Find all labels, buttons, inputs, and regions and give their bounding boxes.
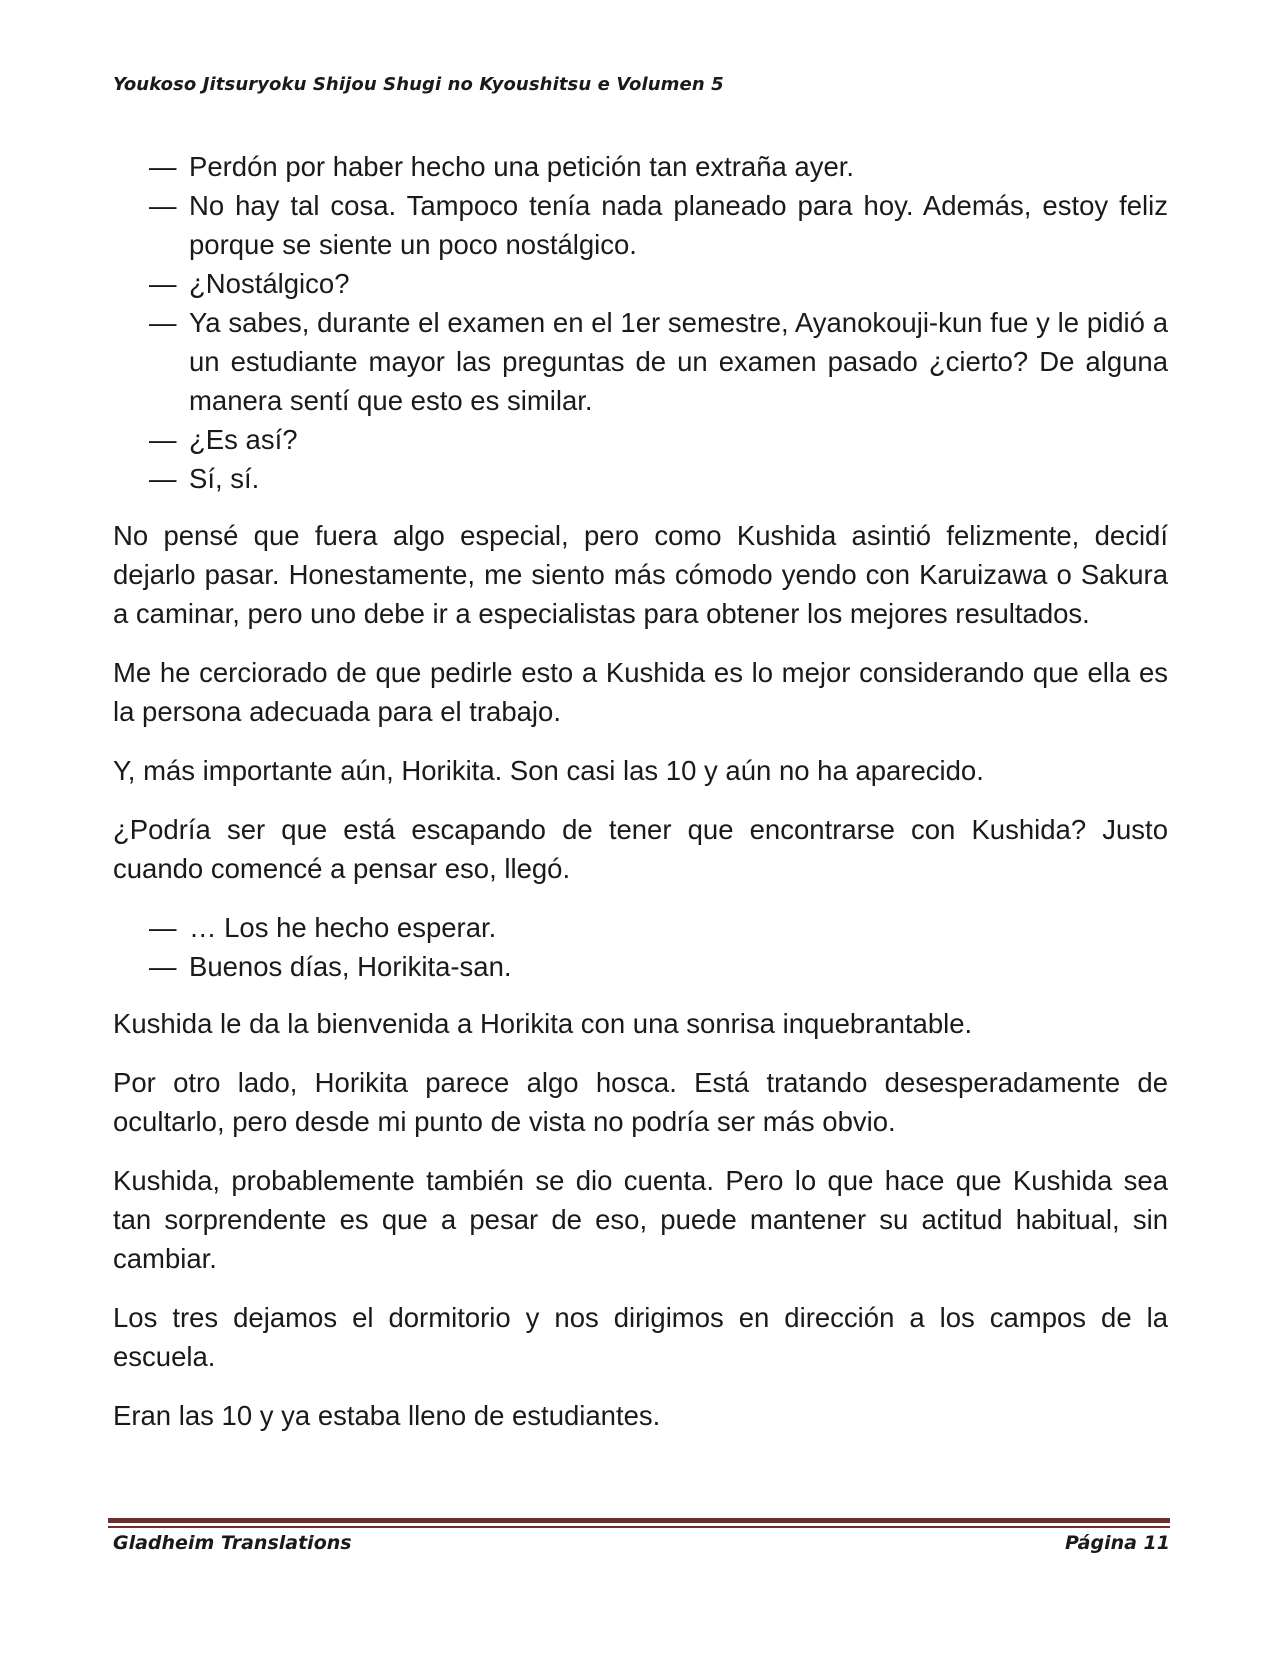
paragraph: Kushida le da la bienvenida a Horikita con una sonrisa inquebrantable. <box>113 1008 973 1039</box>
paragraph: Por otro lado, Horikita parece algo hosca. Está tratando desesperadamente de ocultarlo, pero desde mi punto de vista no podría ser más obvio. <box>113 1067 1168 1137</box>
dialogue-line <box>113 947 1168 986</box>
dialogue-text: No hay tal cosa. Tampoco tenía nada planeado para hoy. Además, estoy feliz porque se siente un poco nostálgico. <box>189 190 1168 260</box>
paragraph: Y, más importante aún, Horikita. Son casi las 10 y aún no ha aparecido. <box>113 755 984 786</box>
page-body <box>113 147 1168 1455</box>
paragraph: Me he cerciorado de que pedirle esto a Kushida es lo mejor considerando que ella es la persona adecuada para el trabajo. <box>113 657 1168 727</box>
dialogue-line <box>113 264 1168 303</box>
paragraph: Eran las 10 y ya estaba lleno de estudiantes. <box>113 1400 661 1431</box>
dialogue-text: Sí, sí. <box>189 463 260 494</box>
dialogue-line <box>113 908 1168 947</box>
dialogue-dash: — <box>149 268 177 299</box>
page-number: Página 11 <box>1064 1532 1170 1554</box>
paragraph: Los tres dejamos el dormitorio y nos dirigimos en dirección a los campos de la escuela. <box>113 1302 1168 1372</box>
dialogue-text: ¿Es así? <box>189 424 298 455</box>
paragraph: Kushida, probablemente también se dio cuenta. Pero lo que hace que Kushida sea tan sorprendente es que a pesar de eso, puede mantener su actitud habitual, sin cambiar. <box>113 1165 1168 1274</box>
dialogue-dash: — <box>149 951 177 982</box>
footer-divider-thick <box>108 1518 1170 1523</box>
dialogue-dash: — <box>149 912 177 943</box>
footer-divider <box>108 1518 1170 1528</box>
dialogue-text: … Los he hecho esperar. <box>189 912 497 943</box>
dialogue-text: Perdón por haber hecho una petición tan extraña ayer. <box>189 151 855 182</box>
dialogue-line <box>113 147 1168 186</box>
paragraph: ¿Podría ser que está escapando de tener que encontrarse con Kushida? Justo cuando comencé a pensar eso, llegó. <box>113 814 1168 884</box>
dialogue-line <box>113 420 1168 459</box>
dialogue-text: ¿Nostálgico? <box>189 268 350 299</box>
dialogue-block-1 <box>113 147 1168 498</box>
dialogue-dash: — <box>149 151 177 182</box>
dialogue-line <box>113 186 1168 264</box>
dialogue-dash: — <box>149 424 177 455</box>
footer-credit: Gladheim Translations <box>113 1532 352 1554</box>
dialogue-line <box>113 459 1168 498</box>
paragraph: No pensé que fuera algo especial, pero como Kushida asintió felizmente, decidí dejarlo pasar. Honestamente, me siento más cómodo yendo con Karuizawa o Sakura a caminar, pero uno debe ir a especialistas para obtener los mejores resultados. <box>113 520 1168 629</box>
dialogue-text: Ya sabes, durante el examen en el 1er semestre, Ayanokouji-kun fue y le pidió a un estudiante mayor las preguntas de un examen pasado ¿cierto? De alguna manera sentí que esto es similar. <box>189 307 1168 416</box>
dialogue-line <box>113 303 1168 420</box>
dialogue-dash: — <box>149 190 177 221</box>
footer-divider-thin <box>108 1526 1170 1528</box>
running-header: Youkoso Jitsuryoku Shijou Shugi no Kyoushitsu e Volumen 5 <box>113 74 724 95</box>
dialogue-block-2 <box>113 908 1168 986</box>
dialogue-dash: — <box>149 307 177 338</box>
dialogue-text: Buenos días, Horikita-san. <box>189 951 512 982</box>
dialogue-dash: — <box>149 463 177 494</box>
